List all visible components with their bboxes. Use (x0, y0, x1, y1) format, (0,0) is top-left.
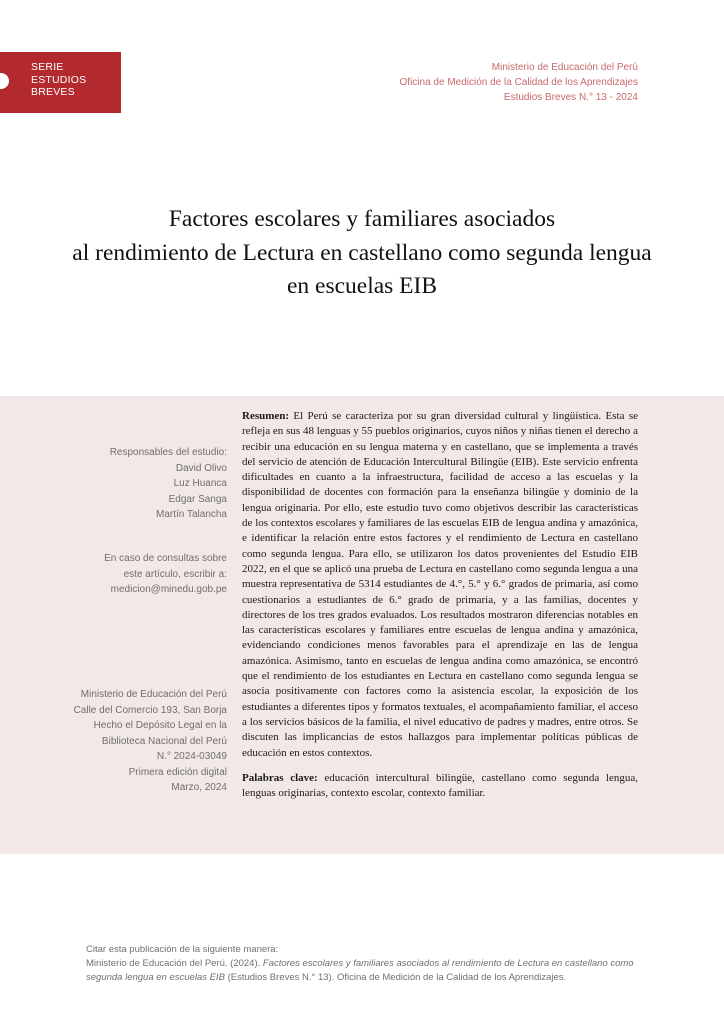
title-line-2: al rendimiento de Lectura en castellano como segunda lengua (72, 239, 652, 266)
author-name: Edgar Sanga (168, 493, 227, 505)
series-label (31, 61, 86, 99)
keywords-paragraph (242, 771, 638, 802)
title-line-3: en escuelas EIB (286, 273, 438, 299)
contact-line: En caso de consultas sobre (104, 553, 227, 564)
series-line-3: BREVES (31, 86, 75, 98)
publisher-line: N.° 2024-03049 (156, 751, 227, 762)
keywords-text: educación intercultural bilingüe, castellano como segunda lengua, lenguas originarias, contexto escolar, contexto familiar. (242, 771, 638, 800)
citation-title-part-1: Factores escolares y familiares asociados al rendimiento de Lectura en castellano como (262, 958, 634, 969)
series-line-2: ESTUDIOS (31, 73, 87, 86)
title-line-1: Factores escolares y familiares asociados (168, 206, 556, 232)
document-title (0, 203, 724, 304)
publisher-line: Marzo, 2024 (171, 782, 227, 793)
abstract-text: El Perú se caracteriza por su gran diversidad cultural y lingüística. Esta se refleja en sus 48 lenguas y 55 pueblos originarios, cuyos niños y niñas tienen el derecho a recibir una educación en su lengua materna y en castellano, que se implementa a través del servicio de atención de Educación Intercultural Bilingüe (EIB). Este servicio enfrenta dificultades en cuanto a la infraestructura, facilidad de acceso a las escuelas y la disponibilidad de docentes con formación para la enseñanza bilingüe y dominio de la lengua originaria. Por ello, este estudio tuvo como objetivos describir las características de los contextos escolares y familiares de las escuelas EIB de lengua andina y amazónica, e identificar la relación entre estos factores y el rendimiento de Lectura en castellano como segunda lengua. Para ello, se utilizaron los datos provenientes del Estudio EIB 2022, en el que se aplicó una prueba de Lectura en castellano como segunda lengua a una muestra representativa de 5314 estudiantes de 4.°, 5.° y 6.° grados de primaria, así como cuestionarios a estudiantes de 6.° grado de primaria, y a las familias, docentes y directores de los tres grados evaluados. Los resultados mostraron diferencias notables en las características escolares y familiares entre escuelas de lengua andina y amazónica, evidenciando condiciones menos favorables para el aprendizaje en las de lengua amazónica. Asimismo, tanto en escuelas de lengua andina como amazónica, se encontró que el rendimiento de los estudiantes en Lectura en castellano como segunda lengua se asocia positivamente con factores como la asistencia escolar, la exposición de los estudiantes a diferentes tipos y formatos textuales, el acompañamiento familiar, el acceso a los servicios básicos de la familia, el nivel educativo de padres y madres, entre otros. Se discuten las implicancias de estos hallazgos para implementar políticas públicas de educación en estos contextos. (242, 410, 638, 759)
header-series-number: Estudios Breves N.° 13 - 2024 (503, 92, 638, 103)
publisher-block (74, 687, 227, 796)
publisher-line: Hecho el Depósito Legal en la (93, 720, 227, 731)
citation-title-part-2: segunda lengua en escuelas EIB (86, 972, 225, 983)
series-badge (0, 52, 121, 113)
citation-line-1 (86, 957, 646, 971)
contact-email[interactable]: medicion@minedu.gob.pe (110, 584, 227, 595)
contact-block (104, 551, 227, 598)
contact-line: este artículo, escribir a: (123, 568, 227, 580)
publisher-line: Primera edición digital (128, 766, 227, 778)
citation-block (86, 943, 646, 985)
series-line-1: SERIE (31, 61, 64, 73)
citation-intro: Citar esta publicación de la siguiente manera: (86, 944, 279, 955)
publisher-line: Biblioteca Nacional del Perú (101, 735, 227, 747)
header-info (400, 60, 638, 105)
publisher-line: Calle del Comercio 193, San Borja (73, 704, 227, 716)
badge-circle-icon (0, 73, 9, 89)
publisher-line: Ministerio de Educación del Perú (80, 689, 227, 700)
author-name: Martín Talancha (156, 509, 227, 520)
abstract-section (242, 409, 638, 801)
author-name: David Olivo (175, 462, 227, 474)
responsables-block (110, 445, 227, 523)
author-name: Luz Huanca (173, 478, 227, 489)
citation-line-2 (86, 971, 646, 985)
keywords-label: Palabras clave: (242, 771, 318, 784)
citation-prefix: Ministerio de Educación del Perú. (2024). (86, 958, 261, 969)
header-office: Oficina de Medición de la Calidad de los Aprendizajes (399, 77, 638, 88)
header-ministry: Ministerio de Educación del Perú (491, 62, 638, 73)
responsables-label: Responsables del estudio: (109, 447, 227, 458)
citation-suffix: (Estudios Breves N.° 13). Oficina de Medición de la Calidad de los Aprendizajes. (227, 972, 567, 983)
abstract-paragraph (242, 409, 638, 761)
abstract-label: Resumen: (242, 410, 290, 422)
